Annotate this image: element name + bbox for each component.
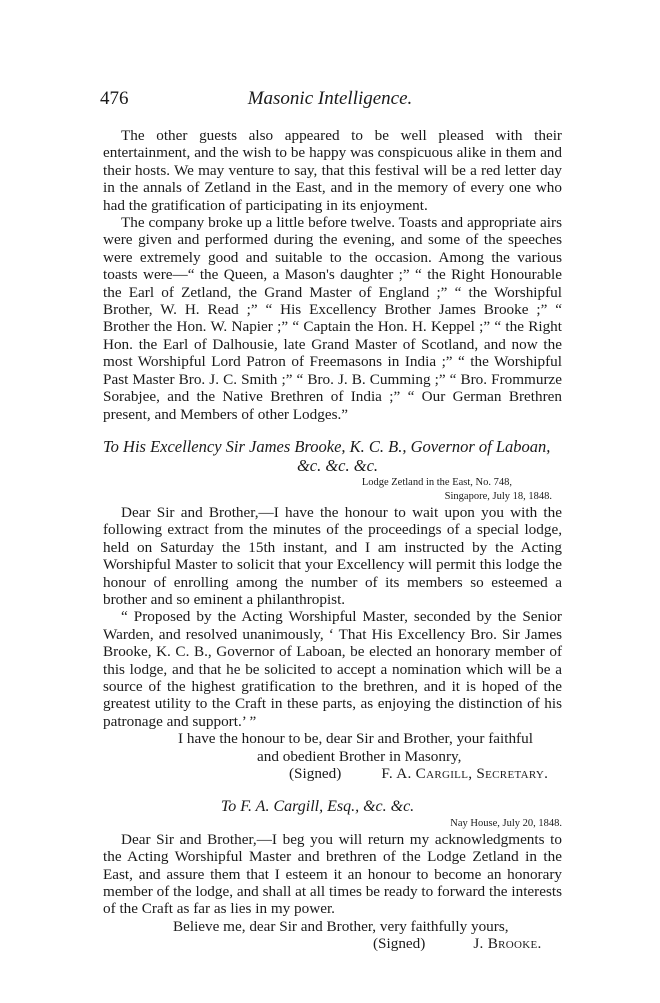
letter1-body-2: “ Proposed by the Acting Worshipful Master, seconded by the Senior Warden, and resolved unanimously, ‘ That His Excellency Bro. Sir James Brooke, K. C. B., Governor of Laboan, be elected an honorary member of this lodge, and that he be solicited to accept a nomination which will be a source of the highest gratification to the brethren, and it is hoped of the greatest utility to the Craft in these parts, as enjoying the distinction of his patronage and support.’ ” [103, 608, 562, 730]
letter2-dateline: Nay House, July 20, 1848. [450, 817, 562, 829]
letter1-heading-etc: &c. &c. &c. [296, 455, 379, 475]
letter2-signature: J. Brooke. [473, 935, 542, 953]
letter1-heading-text: To His Excellency Sir James Brooke, K. C. B., Governor of Laboan, [103, 436, 551, 456]
letter1-heading [103, 437, 562, 475]
page-header [100, 88, 560, 114]
letter1-body-1: Dear Sir and Brother,—I have the honour to wait upon you with the following extract from the minutes of the proceedings of a special lodge, held on Saturday the 15th instant, and I am instructed by the Acting Worshipful Master to solicit that your Excellency will permit this lodge the honour of enrolling among the number of its members so esteemed a brother and so eminent a philanthropist. [103, 503, 562, 608]
letter1-closing-1: I have the honour to be, dear Sir and Brother, your faithful [178, 730, 533, 748]
letter1-signed-label: (Signed) [289, 765, 342, 782]
letter1-dateline-1: Lodge Zetland in the East, No. 748, [361, 476, 512, 488]
running-head: Masonic Intelligence. [247, 88, 413, 109]
letter2-heading: To F. A. Cargill, Esq., &c. &c. [220, 798, 415, 816]
page-body [103, 127, 562, 953]
letter1-dateline-2: Singapore, July 18, 1848. [444, 490, 552, 502]
letter2-signature-line [103, 935, 562, 952]
letter2-signed-label: (Signed) [373, 935, 426, 953]
paragraph-guests: The other guests also appeared to be well pleased with their entertainment, and the wish to be happy was conspicuous alike in them and their hosts. We may venture to say, that this festival will be a red letter day in the annals of Zetland in the East, and in the memory of every one who had the gratification of participating in its enjoyment. [103, 127, 562, 214]
letter1-signature-line [103, 765, 562, 782]
paragraph-toasts: The company broke up a little before twelve. Toasts and appropriate airs were given and performed during the evening, and some of the speeches were extremely good and suitable to the occasion. Among the various toasts were—“ the Queen, a Mason's daughter ;” “ the Right Honourable the Earl of Zetland, the Grand Master of England ;” “ the Worshipful Brother, W. H. Read ;” “ His Excellency Brother James Brooke ;” “ Brother the Hon. W. Napier ;” “ Captain the Hon. H. Keppel ;” “ the Right Hon. the Earl of Dalhousie, late Grand Master of Scotland, and now the most Worshipful Lord Patron of Freemasons in India ;” “ the Worshipful Past Master Bro. J. C. Smith ;” “ Bro. J. B. Cumming ;” “ Bro. Frommurze Sorabjee, and the Native Brethren of India ;” “ Our German Brethren present, and Members of other Lodges.” [103, 214, 562, 423]
page-number: 476 [100, 88, 129, 109]
letter2-closing: Believe me, dear Sir and Brother, very faithfully yours, [173, 917, 509, 935]
letter2-body: Dear Sir and Brother,—I beg you will return my acknowledgments to the Acting Worshipful Master and brethren of the Lodge Zetland in the East, and assure them that I esteem it an honour to become an honorary member of the lodge, and shall at all times be ready to forward the interests of the Craft as far as lies in my power. [103, 830, 562, 918]
letter1-signature: F. A. Cargill, Secretary. [381, 765, 549, 782]
letter1-closing-2: and obedient Brother in Masonry, [257, 747, 462, 765]
